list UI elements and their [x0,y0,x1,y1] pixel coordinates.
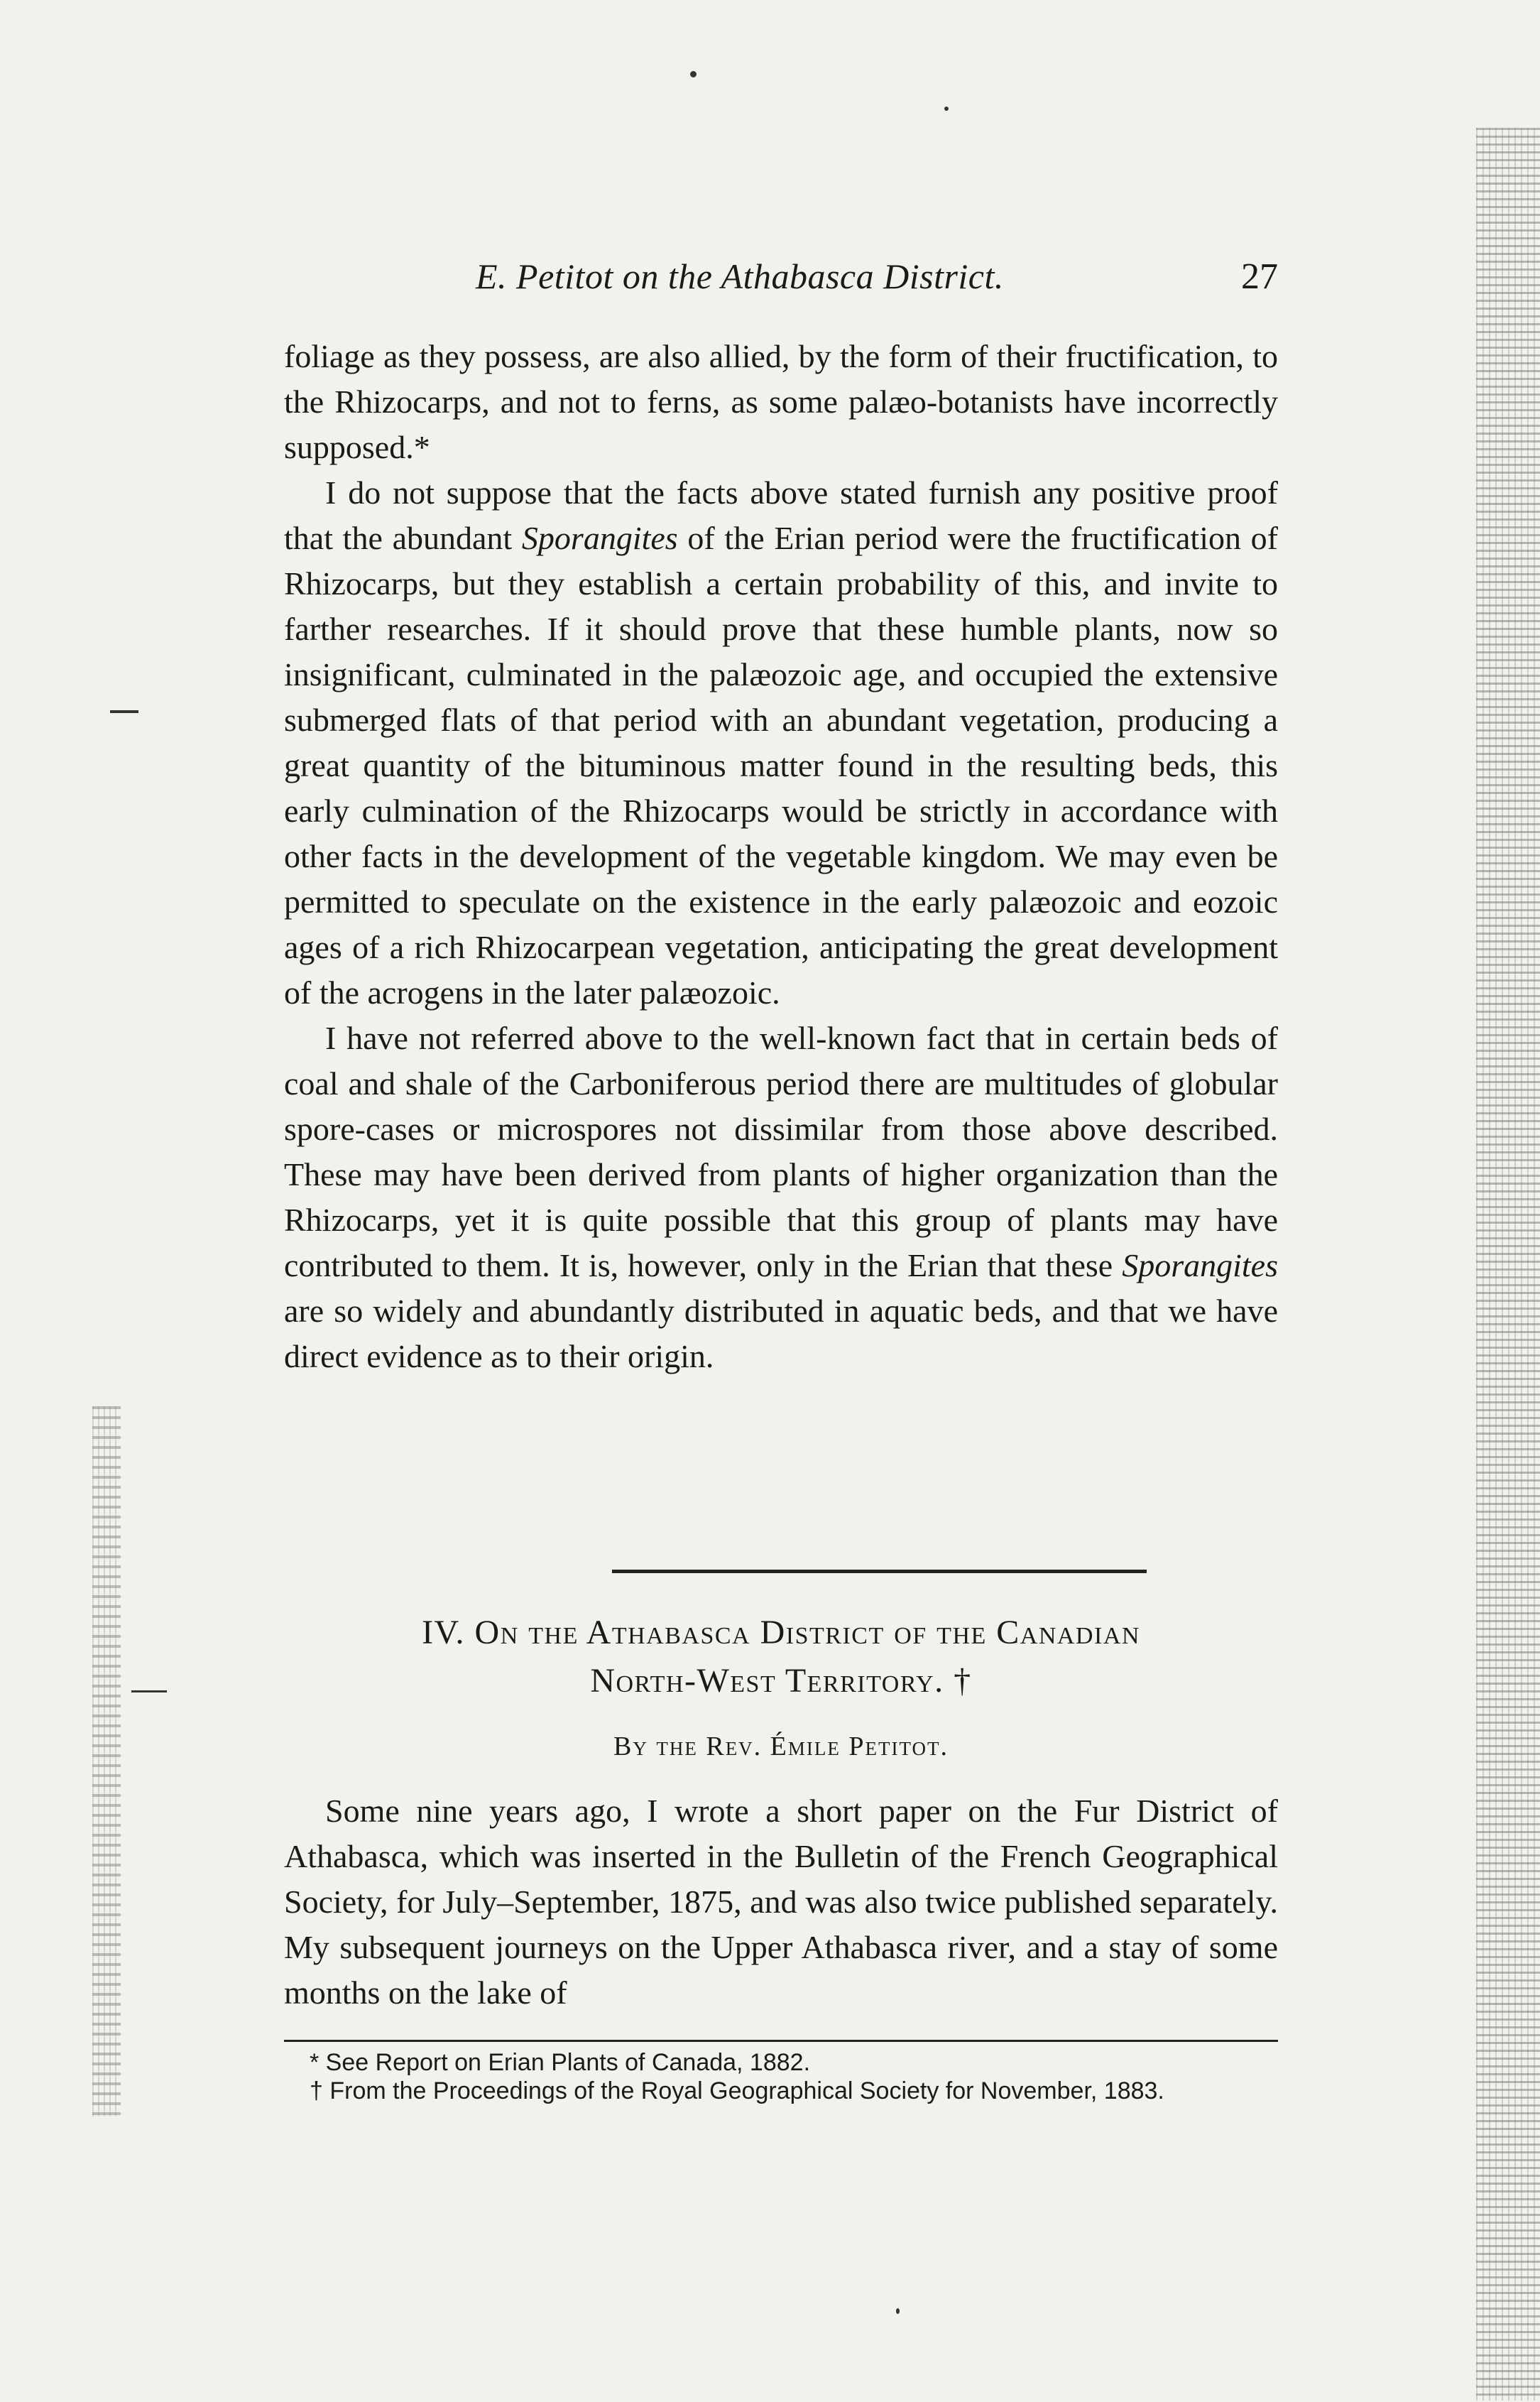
section-paragraph: Some nine years ago, I wrote a short paper on the Fur District of Athabasca, which was inserted in the Bulletin of the French Geographical Society, for July–September, 1875, and was also twice published separately. My subsequent journeys on the Upper Athabasca river, and a stay of some months on the lake of [284,1793,1278,2011]
paragraph [284,470,1278,1016]
text-segment: I have not referred above to the well-known fact that in certain beds of coal and shale of the Carboniferous period there are multitudes of globular spore-cases or microspores not dissimilar from those above described. These may have been derived from plants of higher organization than the Rhizocarps, yet it is quite possible that this group of plants may have contributed to them. It is, however, only in the Erian that these [284,1020,1278,1283]
scan-speck [944,107,949,111]
scan-speck [110,710,138,713]
footnote: † From the Proceedings of the Royal Geographical Society for November, 1883. [310,2077,1164,2104]
paragraph [284,334,1278,470]
scan-margin-marks [92,1406,121,2116]
text-segment: of the Erian period were the fructification of Rhizocarps, but they establish a certain probability of this, and invite to farther researches. If it should prove that these humble plants, now so insignificant, culminated in the palæozoic age, and occupied the extensive submerged flats of that period with an abundant vegetation, producing a great quantity of the bituminous matter found in the resulting beds, this early culmination of the Rhizocarps would be strictly in accordance with other facts in the development of the vegetable kingdom. We may even be permitted to speculate on the existence in the early palæozoic and eozoic ages of a rich Rhizocarpean vegetation, anticipating the great development of the acrogens in the later palæozoic. [284,520,1279,1011]
italic-term: Sporangites [521,520,678,556]
text-segment: are so widely and abundantly distributed in aquatic beds, and that we have direct evidence as to their origin. [284,1293,1278,1374]
italic-term: Sporangites [1122,1247,1278,1283]
running-header [284,256,1278,313]
section-divider [612,1570,1147,1573]
section-heading-line-1: IV. On the Athabasca District of the Canadian [422,1614,1140,1651]
scan-speck [896,2308,900,2314]
scan-speck [690,71,697,77]
section-heading [284,1609,1278,1705]
paragraph [284,1016,1278,1379]
page-number: 27 [1241,256,1278,297]
running-title: E. Petitot on the Athabasca District. [476,256,1004,296]
footnote: * See Report on Erian Plants of Canada, 1882. [310,2049,811,2076]
main-text-block [284,334,1278,1379]
section-heading-line-2: North-West Territory. † [590,1662,972,1700]
scan-binding-edge [1476,128,1540,2401]
footnotes [284,2048,1278,2105]
text-segment: I do not suppose that the facts above stated furnish any positive proof that the abundant [284,474,1278,556]
section-text-block [284,1788,1278,2016]
footnote-divider [284,2040,1278,2042]
text-segment: foliage as they possess, are also allied, by the form of their fructification, to the Rhizocarps, and not to ferns, as some palæo-botanists have incorrectly supposed.* [284,338,1278,465]
scan-speck [131,1690,167,1692]
author-byline: By the Rev. Émile Petitot. [613,1732,949,1761]
